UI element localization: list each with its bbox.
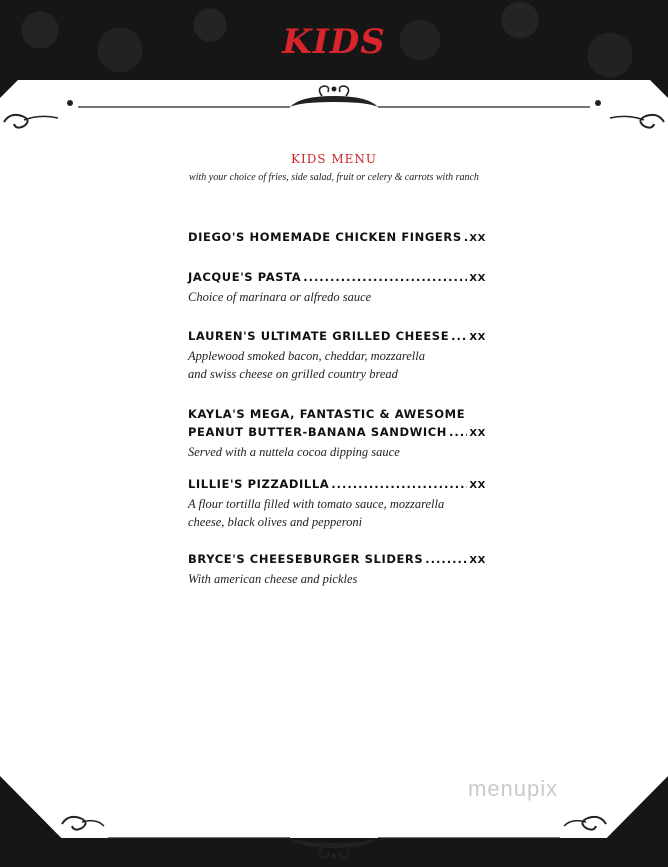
- item-description: Served with a nuttela cocoa dipping sauce: [188, 445, 400, 459]
- menu-item-line: [188, 268, 486, 288]
- item-price: XX: [469, 273, 486, 284]
- menu-item: [188, 268, 488, 306]
- item-name: JACQUE'S PASTA: [188, 270, 302, 284]
- menu-item-line: [188, 475, 486, 495]
- item-name: LILLIE'S PIZZADILLA: [188, 477, 330, 491]
- item-description: Choice of marinara or alfredo sauce: [188, 290, 372, 304]
- menu-item-line: [188, 550, 486, 570]
- item-description: A flour tortilla filled with tomato sauce, mozzarella: [188, 497, 445, 511]
- menu-item: [188, 228, 488, 248]
- item-description: Applewood smoked bacon, cheddar, mozzarella: [188, 349, 426, 363]
- leader-dots: [331, 475, 467, 493]
- leader-dots: [303, 268, 467, 286]
- leader-dots: [464, 228, 468, 246]
- leader-dots: [451, 327, 467, 345]
- menu-item: [188, 550, 488, 588]
- item-name: BRYCE'S CHEESEBURGER SLIDERS: [188, 552, 424, 566]
- item-price: XX: [469, 428, 486, 439]
- leader-dots: [449, 423, 467, 441]
- menu-item-line: [188, 228, 486, 248]
- menu-item: [188, 475, 488, 531]
- top-ornament-divider: [0, 82, 668, 132]
- bottom-ornament-divider: [0, 806, 668, 867]
- item-price: XX: [469, 480, 486, 491]
- item-name: DIEGO'S HOMEMADE CHICKEN FINGERS: [188, 230, 462, 244]
- item-price: XX: [469, 555, 486, 566]
- item-price: XX: [469, 332, 486, 343]
- menu-item-line: [188, 327, 486, 347]
- menu-title: KIDS MENU: [290, 152, 378, 166]
- menu-item: [188, 327, 488, 383]
- kids-logo: KIDS: [282, 22, 386, 62]
- item-description: With american cheese and pickles: [188, 572, 358, 586]
- menupix-watermark: menupix: [468, 776, 559, 801]
- item-name-line1: KAYLA'S MEGA, FANTASTIC & AWESOME: [188, 407, 466, 421]
- item-description: and swiss cheese on grilled country bread: [188, 367, 398, 381]
- item-description: cheese, black olives and pepperoni: [188, 515, 363, 529]
- item-name: LAUREN'S ULTIMATE GRILLED CHEESE: [188, 329, 450, 343]
- menu-subtitle: with your choice of fries, side salad, fruit or celery & carrots with ranch: [189, 172, 479, 183]
- item-name: PEANUT BUTTER-BANANA SANDWICH: [188, 425, 448, 439]
- menu-item-line: [188, 423, 486, 443]
- item-price: XX: [469, 233, 486, 244]
- menu-item: [188, 405, 488, 461]
- leader-dots: [425, 550, 467, 568]
